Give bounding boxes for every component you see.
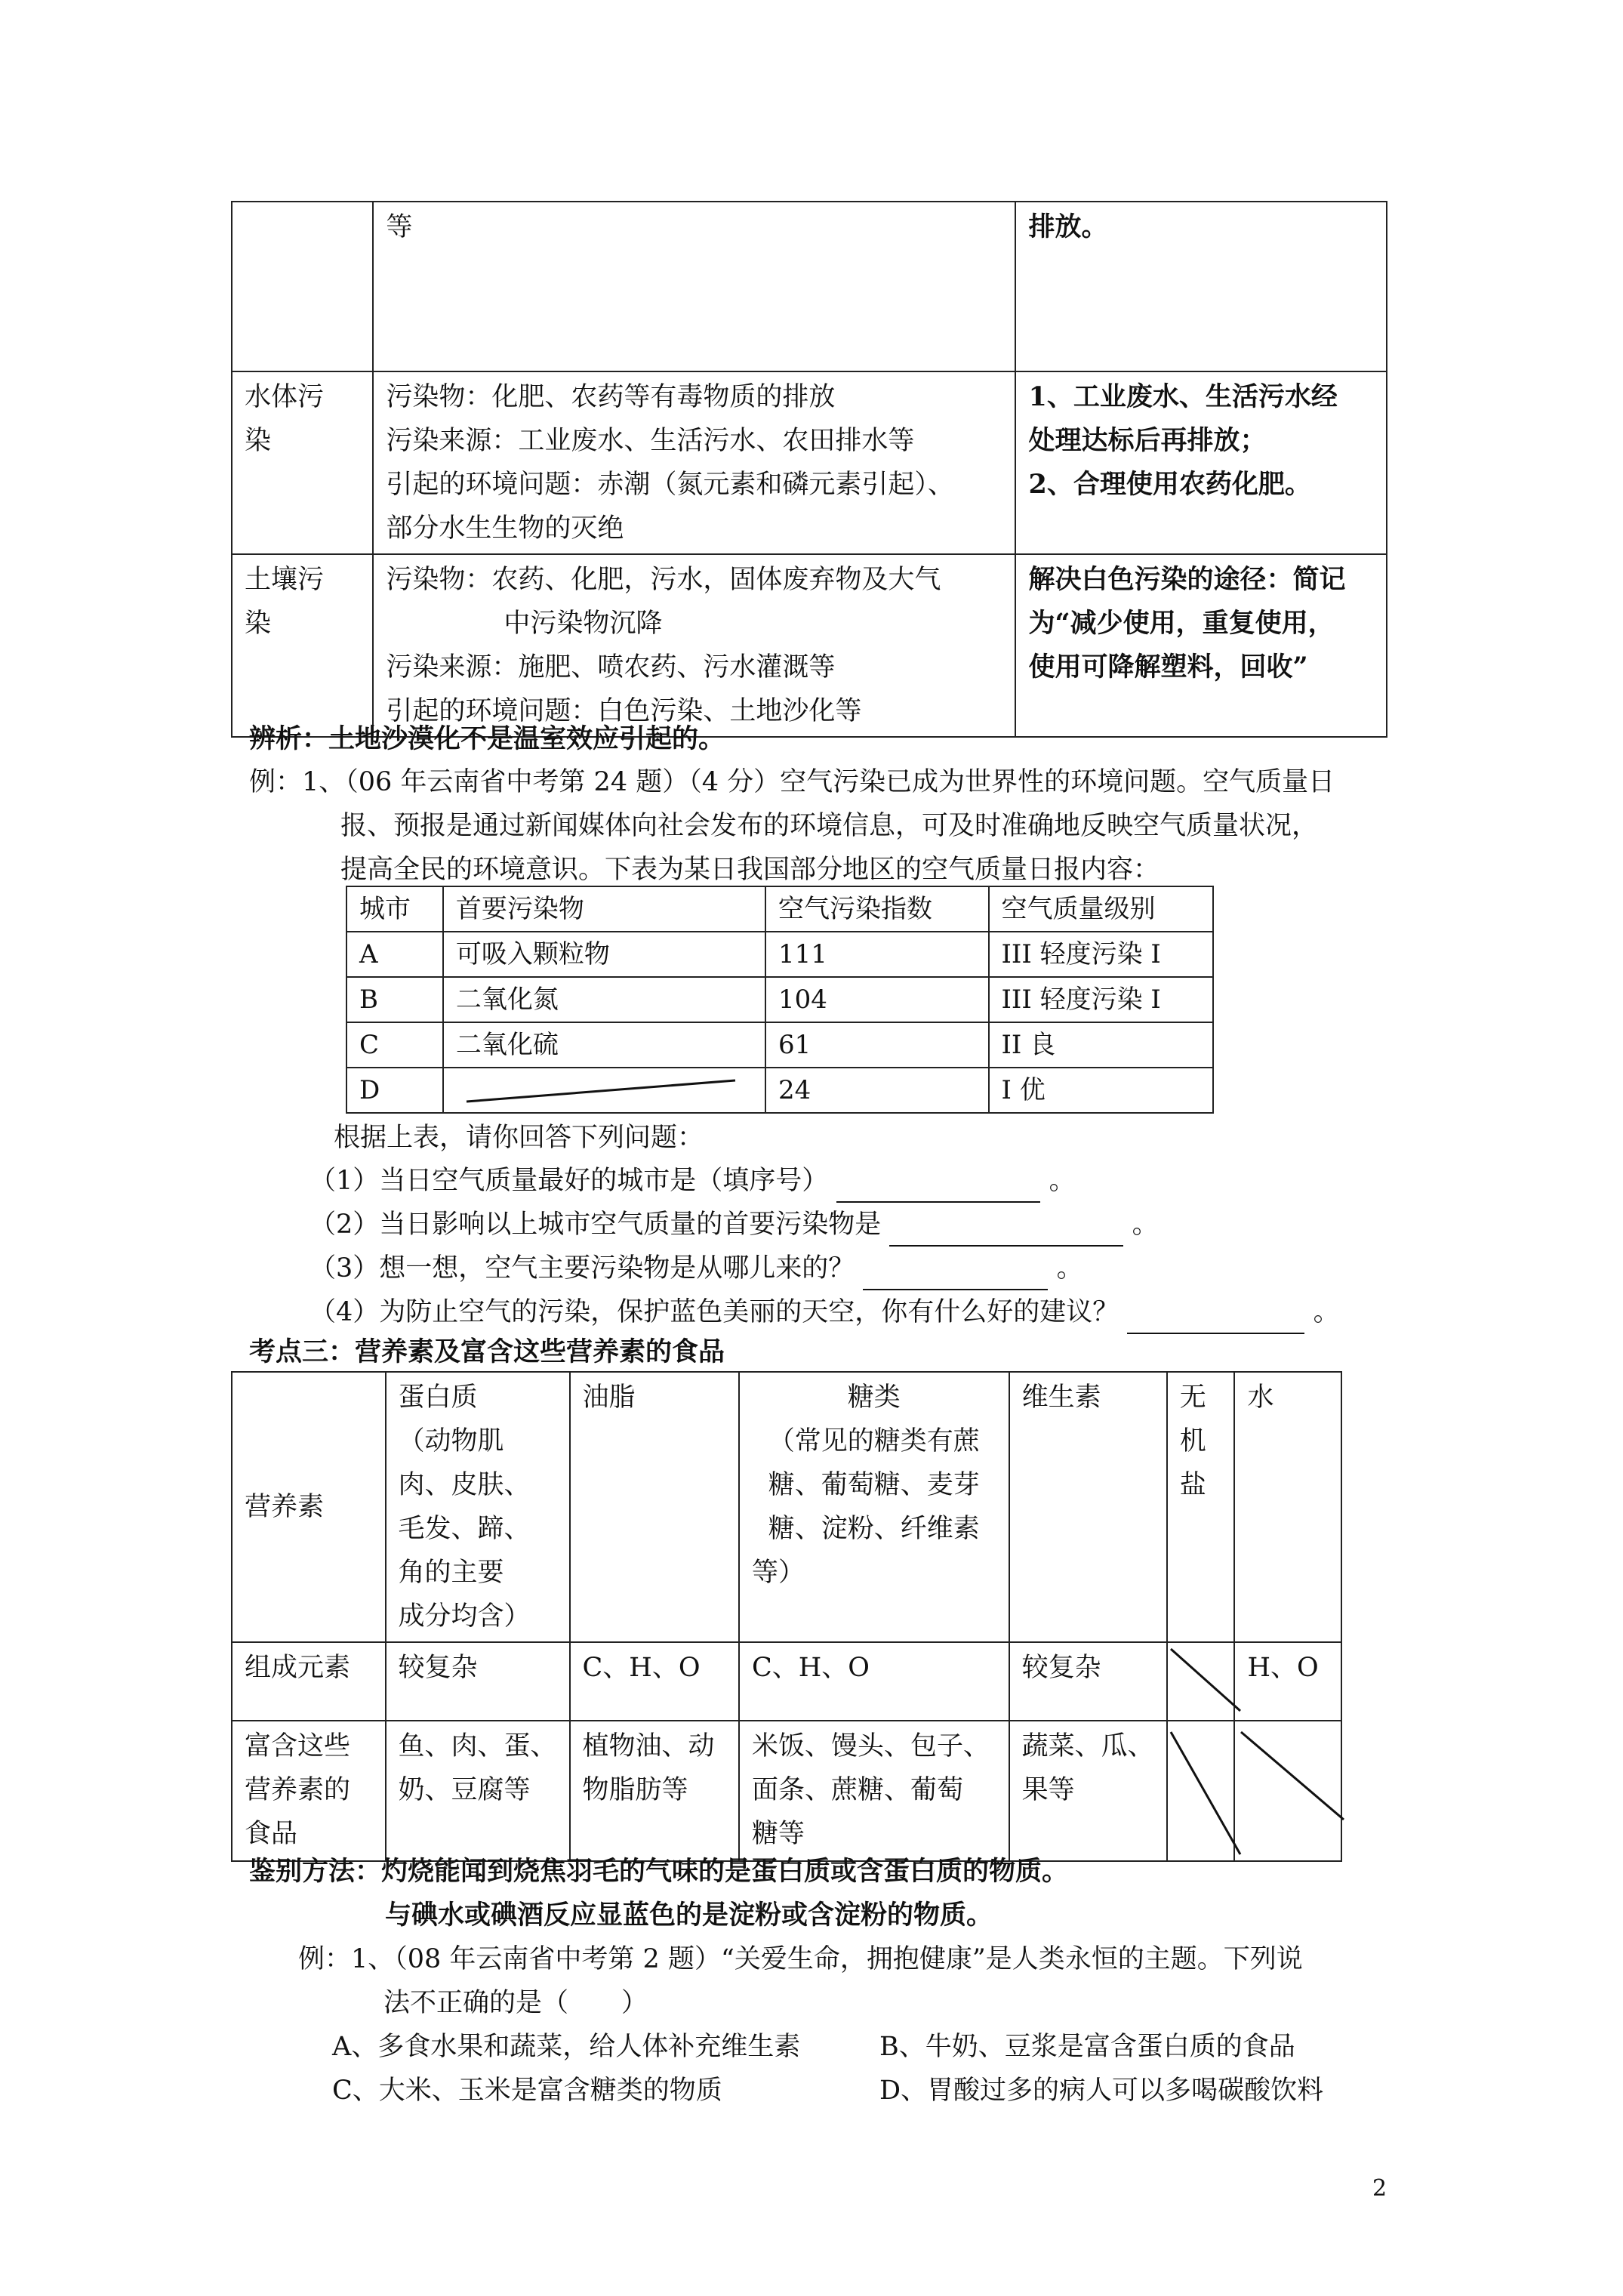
- cell-line: C、H、O: [582, 1653, 701, 1683]
- cell-line: H、O: [1247, 1653, 1319, 1683]
- table-row: [346, 977, 1213, 1022]
- cell-line: 无: [1179, 1382, 1206, 1413]
- nutrient-name-cell: [739, 1372, 1009, 1642]
- table-header-row: [346, 886, 1213, 932]
- table-cell: 可吸入颗粒物: [443, 932, 765, 977]
- cell-line: 蛋白质: [398, 1382, 478, 1413]
- cell-line: 染: [245, 426, 272, 456]
- cell-line: 等）: [751, 1558, 805, 1588]
- table-row: [346, 1022, 1213, 1068]
- cell-line: 果等: [1021, 1775, 1075, 1805]
- analysis-note: 辨析：土地沙漠化不是温室效应引起的。: [249, 723, 725, 754]
- nutrient-table: [231, 1371, 1342, 1862]
- table-row: [346, 932, 1213, 977]
- table-row: [232, 371, 1387, 554]
- nutrient-name-cell: [570, 1372, 739, 1642]
- example1-intro: 根据上表，请你回答下列问题：: [334, 1123, 704, 1153]
- table-cell: [570, 1721, 739, 1861]
- question-4: [310, 1290, 1340, 1334]
- answer-blank[interactable]: [836, 1171, 1040, 1203]
- cell-line: 污染来源：施肥、喷农药、污水灌溉等: [386, 652, 836, 683]
- pollution-measures-cell: [1015, 371, 1387, 554]
- pollution-sources-cell: [373, 371, 1015, 554]
- table-cell: 61: [765, 1022, 989, 1068]
- answer-blank[interactable]: [863, 1259, 1048, 1290]
- row-label: 富含这些: [245, 1731, 351, 1761]
- table-cell: 二氧化氮: [443, 977, 765, 1022]
- table-cell: 二氧化硫: [443, 1022, 765, 1068]
- cell-line: 中污染物沉降: [504, 609, 663, 639]
- table-row: [346, 1068, 1213, 1113]
- column-header: 城市: [346, 886, 443, 932]
- cell-line: 处理达标后再排放；: [1028, 425, 1267, 456]
- cell-line: 水: [1247, 1382, 1274, 1413]
- option-d[interactable]: D、胃酸过多的病人可以多喝碳酸饮料: [879, 2076, 1324, 2106]
- example1-line-3: 提高全民的环境意识。下表为某日我国部分地区的空气质量日报内容：: [340, 855, 1160, 885]
- cell-line: 较复杂: [1021, 1653, 1101, 1683]
- cell-line: 较复杂: [398, 1653, 478, 1683]
- table-cell: III 轻度污染 I: [989, 977, 1214, 1022]
- pollution-type-cell: [232, 371, 373, 554]
- cell-line: 糖、淀粉、纤维素: [768, 1514, 980, 1544]
- cell-line: 蔬菜、瓜、: [1021, 1731, 1154, 1761]
- question-text: （4）为防止空气的污染，保护蓝色美丽的天空，你有什么好的建议？: [310, 1297, 1119, 1327]
- column-header: 首要污染物: [443, 886, 765, 932]
- cell-line: 解决白色污染的途径：简记: [1028, 564, 1346, 595]
- cell-line: 盐: [1179, 1470, 1206, 1500]
- question-3: [310, 1247, 1083, 1290]
- option-c[interactable]: C、大米、玉米是富含糖类的物质: [332, 2076, 722, 2106]
- nutrient-name-cell: [1234, 1372, 1341, 1642]
- cell-line: 米饭、馒头、包子、: [751, 1731, 990, 1761]
- table-cell: A: [346, 932, 443, 977]
- question-2: [310, 1203, 1159, 1247]
- diagonal-slash-cell: [1167, 1721, 1235, 1861]
- row-label-cell: [232, 1721, 386, 1861]
- option-b[interactable]: B、牛奶、豆浆是富含蛋白质的食品: [879, 2032, 1295, 2062]
- diagonal-slash-cell: [1167, 1642, 1235, 1721]
- pollution-table: [231, 201, 1387, 738]
- table-row: [232, 202, 1387, 371]
- cell-line: 污染来源：工业废水、生活污水、农田排水等: [386, 426, 915, 456]
- cell-line: 奶、豆腐等: [398, 1775, 531, 1805]
- cell-line: C、H、O: [751, 1653, 870, 1683]
- row-label: 食品: [245, 1819, 298, 1849]
- row-label: 组成元素: [245, 1653, 351, 1683]
- table-cell: C: [346, 1022, 443, 1068]
- example2-line-2: 法不正确的是（ ）: [383, 1988, 648, 2018]
- cell-line: 污染物：农药、化肥，污水，固体废弃物及大气: [386, 565, 941, 595]
- cell-line: 糖等: [751, 1819, 805, 1849]
- row-label: 营养素: [245, 1492, 325, 1522]
- cell-line: 肉、皮肤、: [398, 1470, 531, 1500]
- table-cell: [1009, 1721, 1167, 1861]
- cell-line: 引起的环境问题：赤潮（氮元素和磷元素引起）、: [386, 470, 954, 500]
- answer-blank[interactable]: [889, 1215, 1123, 1247]
- nutrient-name-cell: [1167, 1372, 1235, 1642]
- cell-line: 等: [386, 212, 413, 242]
- diagonal-slash-cell: [1234, 1721, 1341, 1861]
- pollution-measures-cell: [1015, 202, 1387, 371]
- cell-line: 成分均含）: [398, 1601, 531, 1632]
- pollution-sources-cell: [373, 554, 1015, 737]
- nutrient-name-cell: [386, 1372, 570, 1642]
- answer-blank[interactable]: [1127, 1302, 1304, 1334]
- slash-line: [454, 1076, 741, 1106]
- cell-line: 土壤污: [245, 565, 325, 595]
- page-number: 2: [1372, 2175, 1387, 2202]
- table-cell: 104: [765, 977, 989, 1022]
- table-row: [232, 554, 1387, 737]
- table-cell: [1009, 1642, 1167, 1721]
- end-mark: 。: [1132, 1210, 1159, 1240]
- table-row: [232, 1721, 1341, 1861]
- cell-line: 糖、葡萄糖、麦芽: [768, 1470, 980, 1500]
- option-a[interactable]: A、多食水果和蔬菜，给人体补充维生素: [332, 2032, 801, 2062]
- cell-line: 植物油、动: [582, 1731, 715, 1761]
- pollution-type-cell: [232, 554, 373, 737]
- cell-line: 糖类: [847, 1382, 901, 1413]
- table-cell: I 优: [989, 1068, 1214, 1113]
- cell-line: 污染物：化肥、农药等有毒物质的排放: [386, 382, 836, 412]
- table-cell: 24: [765, 1068, 989, 1113]
- cell-line: （动物肌: [398, 1426, 504, 1456]
- table-cell: B: [346, 977, 443, 1022]
- cell-line: 2、合理使用农药化肥。: [1028, 469, 1311, 500]
- row-label-cell: [232, 1642, 386, 1721]
- section-title: 考点三：营养素及富含这些营养素的食品: [249, 1336, 725, 1367]
- pollution-type-cell: [232, 202, 373, 371]
- slash-line: [1168, 1643, 1243, 1721]
- table-row: [232, 1642, 1341, 1721]
- table-cell: [386, 1721, 570, 1861]
- cell-line: 鱼、肉、蛋、: [398, 1731, 557, 1761]
- example1-line-2: 报、预报是通过新闻媒体向社会发布的环境信息，可及时准确地反映空气质量状况，: [340, 811, 1319, 841]
- nutrient-name-cell: [1009, 1372, 1167, 1642]
- cell-line: 1、工业废水、生活污水经: [1028, 381, 1338, 412]
- table-cell: II 良: [989, 1022, 1214, 1068]
- table-cell: [1234, 1642, 1341, 1721]
- cell-line: 机: [1179, 1426, 1206, 1456]
- table-cell: [570, 1642, 739, 1721]
- example1-line-1: 例：1、（06 年云南省中考第 24 题）（4 分）空气污染已成为世界性的环境问题。空气质量日: [249, 767, 1335, 797]
- table-cell: [739, 1642, 1009, 1721]
- cell-line: 使用可降解塑料，回收”: [1028, 652, 1308, 683]
- slash-line: [1235, 1721, 1347, 1862]
- end-mark: 。: [1049, 1166, 1076, 1196]
- pollution-sources-cell: [373, 202, 1015, 371]
- question-text: （1）当日空气质量最好的城市是（填序号）: [310, 1166, 829, 1196]
- end-mark: 。: [1056, 1253, 1083, 1284]
- identify-method-line-2: 与碘水或碘酒反应显蓝色的是淀粉或含淀粉的物质。: [385, 1900, 993, 1931]
- cell-line: 引起的环境问题：白色污染、土地沙化等: [386, 696, 862, 726]
- cell-line: 水体污: [245, 382, 325, 412]
- cell-line: 为“减少使用，重复使用，: [1028, 608, 1335, 639]
- air-quality-table: [346, 886, 1214, 1114]
- end-mark: 。: [1313, 1297, 1340, 1327]
- example2-line-1: 例：1、（08 年云南省中考第 2 题）“关爱生命，拥抱健康”是人类永恒的主题。下列说: [298, 1944, 1303, 1974]
- cell-line: 角的主要: [398, 1558, 504, 1588]
- slash-line: [1168, 1721, 1243, 1862]
- column-header: 空气污染指数: [765, 886, 989, 932]
- cell-line: （常见的糖类有蔗: [768, 1426, 980, 1456]
- cell-line: 物脂肪等: [582, 1775, 688, 1805]
- table-cell: [739, 1721, 1009, 1861]
- column-header: 空气质量级别: [989, 886, 1214, 932]
- table-cell: D: [346, 1068, 443, 1113]
- table-cell: III 轻度污染 I: [989, 932, 1214, 977]
- row-label-cell: [232, 1372, 386, 1642]
- identify-method-line-1: 鉴别方法：灼烧能闻到烧焦羽毛的气味的是蛋白质或含蛋白质的物质。: [249, 1856, 1069, 1887]
- table-row: [232, 1372, 1341, 1642]
- cell-line: 部分水生生物的灭绝: [386, 513, 624, 544]
- table-cell: 111: [765, 932, 989, 977]
- cell-line: 毛发、蹄、: [398, 1514, 531, 1544]
- diagonal-slash-cell: [443, 1068, 765, 1113]
- cell-line: 面条、蔗糖、葡萄: [751, 1775, 963, 1805]
- pollution-measures-cell: [1015, 554, 1387, 737]
- row-label: 营养素的: [245, 1775, 351, 1805]
- cell-line: 维生素: [1021, 1382, 1101, 1413]
- question-text: （2）当日影响以上城市空气质量的首要污染物是: [310, 1210, 882, 1240]
- table-cell: [386, 1642, 570, 1721]
- cell-line: 油脂: [582, 1382, 636, 1413]
- question-1: [310, 1159, 1076, 1203]
- question-text: （3）想一想，空气主要污染物是从哪儿来的？: [310, 1253, 855, 1284]
- cell-line: 染: [245, 609, 272, 639]
- cell-line: 排放。: [1028, 211, 1108, 242]
